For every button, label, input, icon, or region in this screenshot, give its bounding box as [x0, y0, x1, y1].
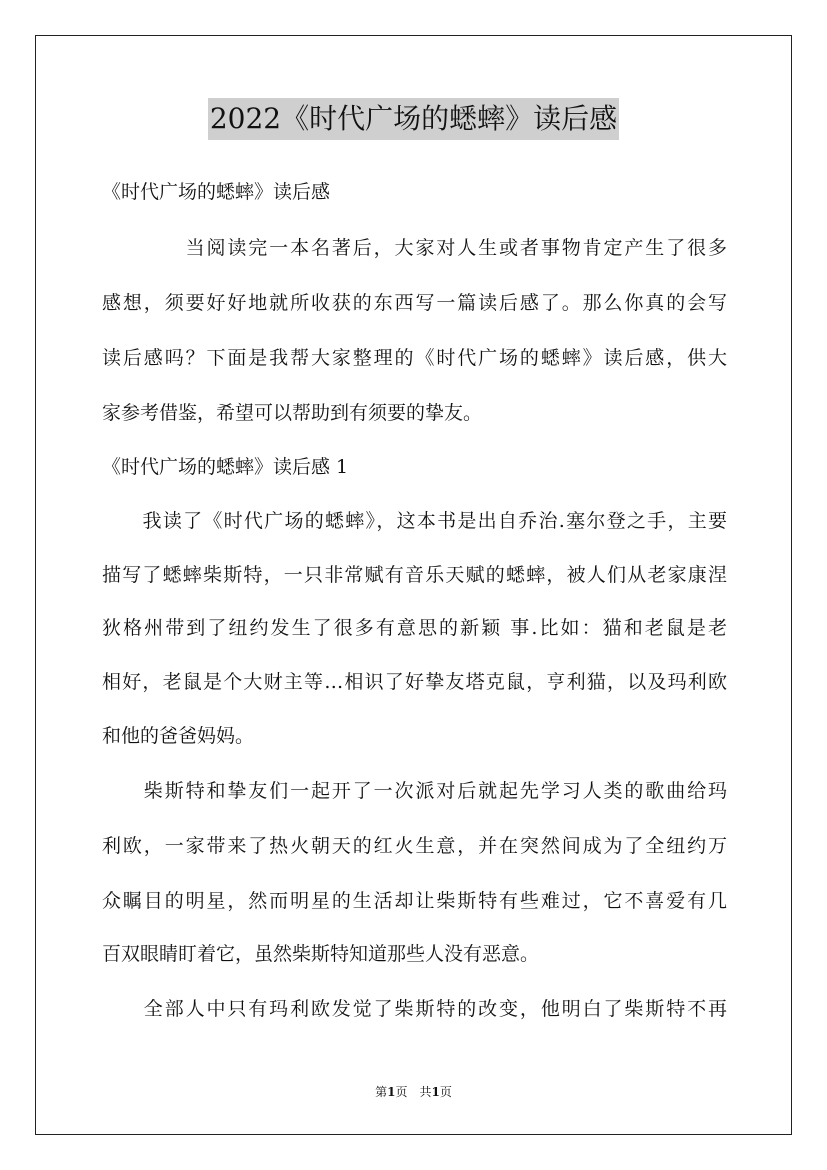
current-page-number: 1 [387, 1085, 396, 1099]
section-heading: 《时代广场的蟋蟀》读后感 1 [102, 456, 349, 478]
footer-prefix: 第 [375, 1085, 388, 1099]
paragraph-line: 我读了《时代广场的蟋蟀》，这本书是出自乔治.塞尔登之手，主要 [102, 510, 727, 532]
paragraph-line: 众瞩目的明星，然而明星的生活却让柴斯特有些难过，它不喜爱有几 [102, 890, 727, 912]
footer-mid: 页 共 [395, 1085, 432, 1099]
paragraph-line: 读后感吗？下面是我帮大家整理的《时代广场的蟋蟀》读后感，供大 [102, 347, 727, 369]
document-title: 2022《时代广场的蟋蟀》读后感 [208, 98, 619, 140]
subtitle-line: 《时代广场的蟋蟀》读后感 [102, 181, 331, 203]
paragraph-line: 百双眼睛盯着它，虽然柴斯特知道那些人没有恶意。 [102, 943, 540, 965]
paragraph-line: 描写了蟋蟀柴斯特，一只非常赋有音乐天赋的蟋蟀，被人们从老家康涅 [102, 564, 727, 586]
paragraph-line: 全部人中只有玛利欧发觉了柴斯特的改变，他明白了柴斯特不再 [102, 998, 727, 1020]
document-title-wrapper [0, 98, 827, 140]
paragraph-line: 相好，老鼠是个大财主等…相识了好挚友塔克鼠，亨利猫，以及玛利欧 [102, 671, 727, 693]
paragraph-line: 柴斯特和挚友们一起开了一次派对后就起先学习人类的歌曲给玛 [102, 780, 727, 802]
paragraph-line: 当阅读完一本名著后，大家对人生或者事物肯定产生了很多 [102, 237, 727, 259]
total-page-number: 1 [431, 1085, 440, 1099]
footer-suffix: 页 [439, 1085, 452, 1099]
paragraph-line: 感想，须要好好地就所收获的东西写一篇读后感了。那么你真的会写 [102, 292, 727, 314]
paragraph-line: 利欧，一家带来了热火朝天的红火生意，并在突然间成为了全纽约万 [102, 835, 727, 857]
paragraph-line: 和他的爸爸妈妈。 [102, 725, 255, 747]
paragraph-line: 家参考借鉴，希望可以帮助到有须要的挚友。 [102, 402, 483, 424]
page-footer [0, 1084, 827, 1100]
paragraph-line: 狄格州带到了纽约发生了很多有意思的新颖 事.比如：猫和老鼠是老 [102, 617, 727, 639]
